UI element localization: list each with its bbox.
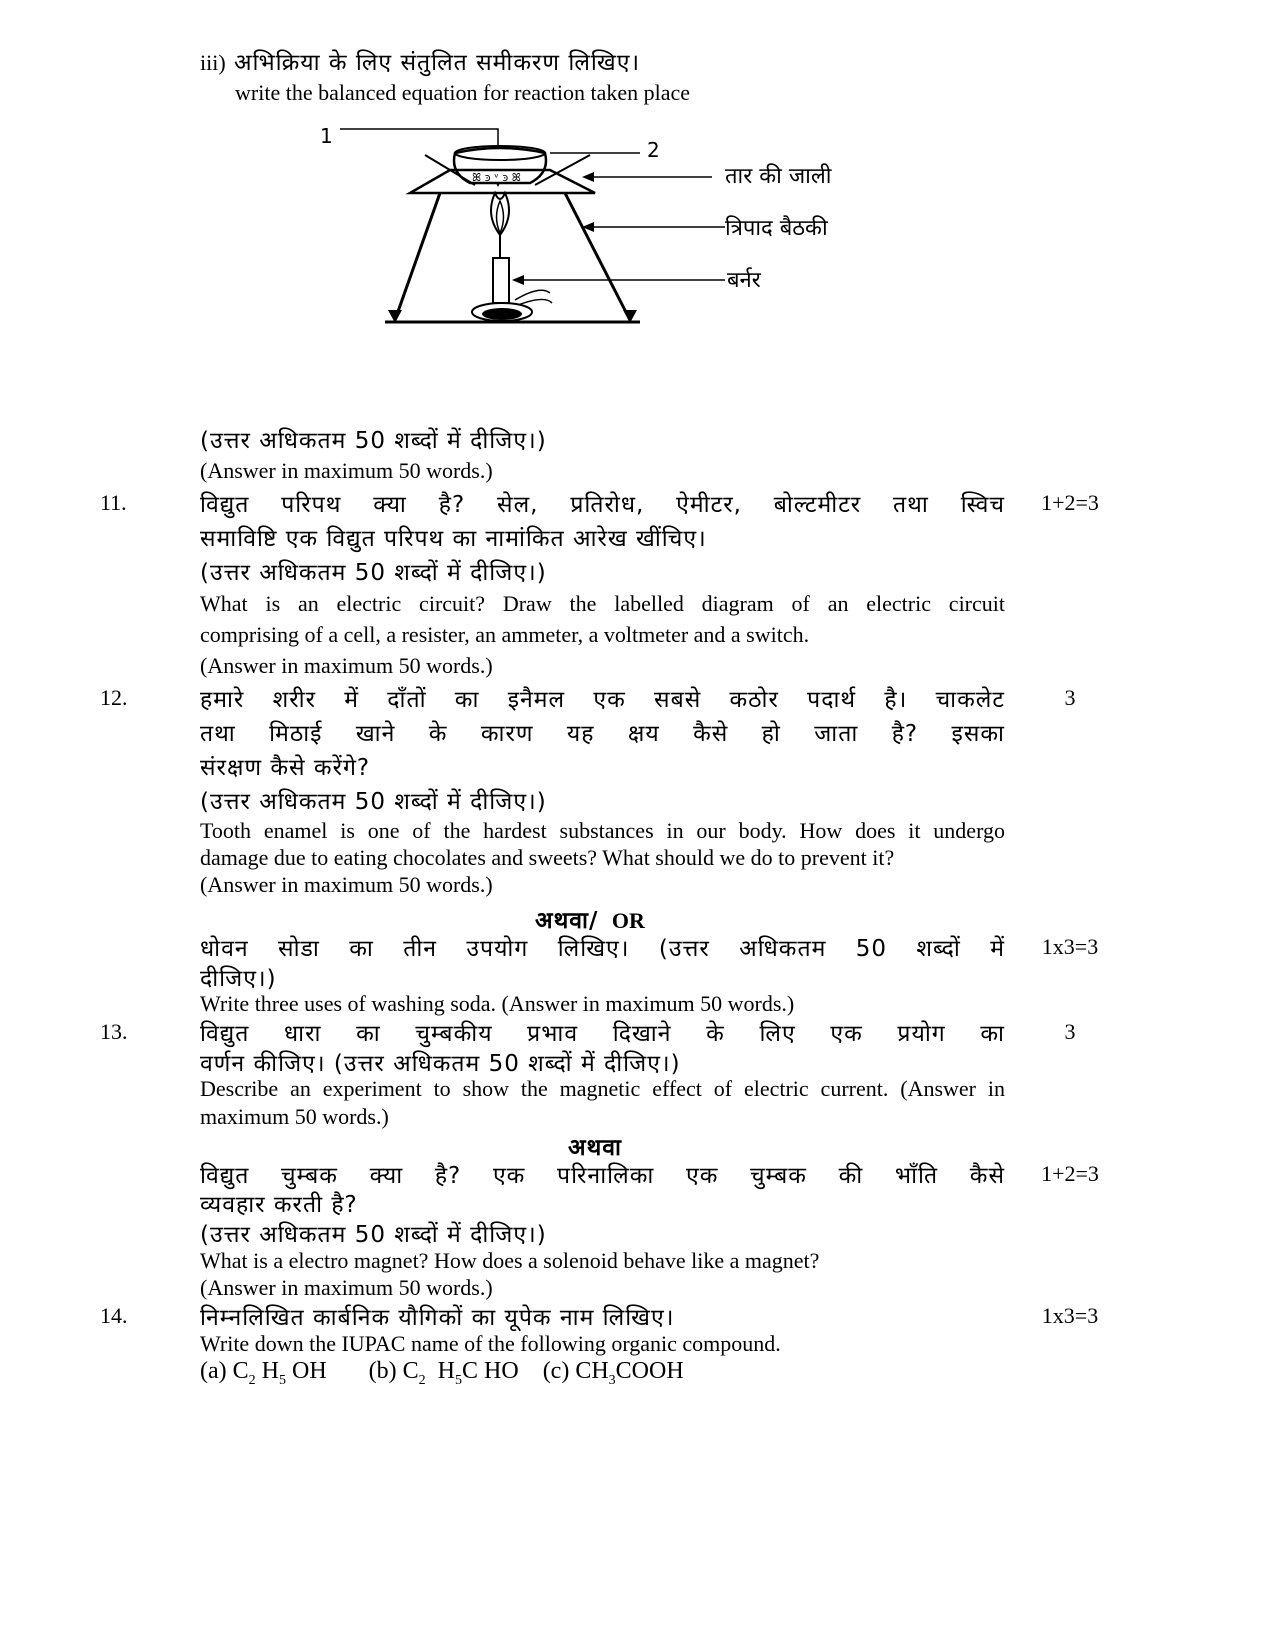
q12-or-english: OR: [611, 908, 645, 933]
q12-number: 12.: [100, 685, 128, 710]
q14-options: [200, 1358, 684, 1389]
q13-alt-hindi-line2: व्यवहार करती है?: [200, 1192, 358, 1218]
part-iii-label: iii): [200, 50, 226, 75]
part-iii-hindi: [200, 45, 640, 77]
q12-alt-marks: 1x3=3: [1041, 934, 1099, 959]
q13-or-divider: अथवा: [568, 1135, 623, 1161]
q12-alt-english: Write three uses of washing soda. (Answer in maximum 50 words.): [200, 991, 795, 1016]
q13-alt-english-line1: What is a electro magnet? How does a solenoid behave like a magnet?: [200, 1248, 820, 1273]
q11-hindi-note: (उत्तर अधिकतम 50 शब्दों में दीजिए।): [200, 560, 547, 586]
q10-hindi-note: (उत्तर अधिकतम 50 शब्दों में दीजिए।): [200, 428, 547, 454]
q14-marks: 1x3=3: [1041, 1303, 1099, 1328]
q12-hindi-line1: हमारे शरीर में दाँतों का इनैमल एक सबसे कठोर पदार्थ है। चाकलेट: [200, 687, 1005, 713]
q11-english-note: (Answer in maximum 50 words.): [200, 653, 493, 678]
figure-label-wire-gauze: तार की जाली: [725, 164, 832, 189]
figure-label-1: 1: [320, 124, 333, 148]
q12-english-note: (Answer in maximum 50 words.): [200, 872, 493, 897]
figure-label-tripod: त्रिपाद बैठकी: [725, 216, 828, 241]
q11-marks: 1+2=3: [1041, 490, 1099, 515]
q13-english-line2: maximum 50 words.): [200, 1104, 389, 1129]
q12-english-line1: Tooth enamel is one of the hardest substances in our body. How does it undergo: [200, 818, 1005, 843]
q11-hindi-line1: विद्युत परिपथ क्या है? सेल, प्रतिरोध, ऐमीटर, बोल्टमीटर तथा स्विच: [200, 492, 1005, 518]
part-iii-hindi-text: अभिक्रिया के लिए संतुलित समीकरण लिखिए।: [233, 50, 641, 76]
q12-marks: 3: [1064, 685, 1076, 710]
q12-hindi-line2: तथा मिठाई खाने के कारण यह क्षय कैसे हो जाता है? इसका: [200, 721, 1005, 747]
q12-or-hindi: अथवा/: [535, 908, 599, 934]
svg-text:ꕤ ͽ ᵛ ͽ ꕤ: ꕤ ͽ ᵛ ͽ ꕤ: [472, 171, 521, 184]
q13-english-line1: Describe an experiment to show the magnetic effect of electric current. (Answer in: [200, 1076, 1005, 1101]
heating-apparatus-diagram: [300, 115, 920, 330]
q13-alt-hindi-line1: विद्युत चुम्बक क्या है? एक परिनालिका एक चुम्बक की भाँति कैसे: [200, 1163, 1005, 1189]
q13-alt-english-note: (Answer in maximum 50 words.): [200, 1275, 493, 1300]
q13-hindi-line2: वर्णन कीजिए। (उत्तर अधिकतम 50 शब्दों में दीजिए।): [200, 1051, 681, 1077]
q11-english-line1: What is an electric circuit? Draw the labelled diagram of an electric circuit: [200, 591, 1005, 616]
q13-alt-marks: 1+2=3: [1041, 1161, 1099, 1186]
q14-number: 14.: [100, 1303, 128, 1328]
q13-number: 13.: [100, 1019, 128, 1044]
q13-marks: 3: [1064, 1019, 1076, 1044]
q14-option-c: (c) $CH_3COOH$: [542, 1358, 684, 1388]
q11-english-line2: comprising of a cell, a resister, an ammeter, a voltmeter and a switch.: [200, 622, 810, 647]
q14-option-b: (b) $C_2$ $H_5C$ HO: [368, 1358, 519, 1388]
figure-label-burner: बर्नर: [727, 268, 761, 293]
part-iii-english: write the balanced equation for reaction taken place: [235, 80, 691, 105]
q12-alt-hindi-line1: धोवन सोडा का तीन उपयोग लिखिए। (उत्तर अधिकतम 50 शब्दों में: [200, 936, 1005, 962]
q11-number: 11.: [100, 490, 127, 515]
q14-option-a: (a) $C_2$ $H_5$ OH: [200, 1358, 327, 1388]
q13-alt-hindi-note: (उत्तर अधिकतम 50 शब्दों में दीजिए।): [200, 1222, 547, 1248]
q13-hindi-line1: विद्युत धारा का चुम्बकीय प्रभाव दिखाने के लिए एक प्रयोग का: [200, 1021, 1005, 1047]
q14-english: Write down the IUPAC name of the following organic compound.: [200, 1331, 781, 1356]
figure-label-2: 2: [647, 138, 660, 162]
q14-hindi: निम्नलिखित कार्बनिक यौगिकों का यूपेक नाम लिखिए।: [200, 1305, 675, 1331]
q12-alt-hindi-line2: दीजिए।): [200, 966, 277, 992]
q10-english-note: (Answer in maximum 50 words.): [200, 458, 493, 483]
q12-hindi-note: (उत्तर अधिकतम 50 शब्दों में दीजिए।): [200, 789, 547, 815]
q11-hindi-line2: समाविष्टि एक विद्युत परिपथ का नामांकित आरेख खींचिए।: [200, 526, 707, 552]
q12-hindi-line3: संरक्षण कैसे करेंगे?: [200, 755, 371, 781]
q12-english-line2: damage due to eating chocolates and sweets? What should we do to prevent it?: [200, 845, 895, 870]
